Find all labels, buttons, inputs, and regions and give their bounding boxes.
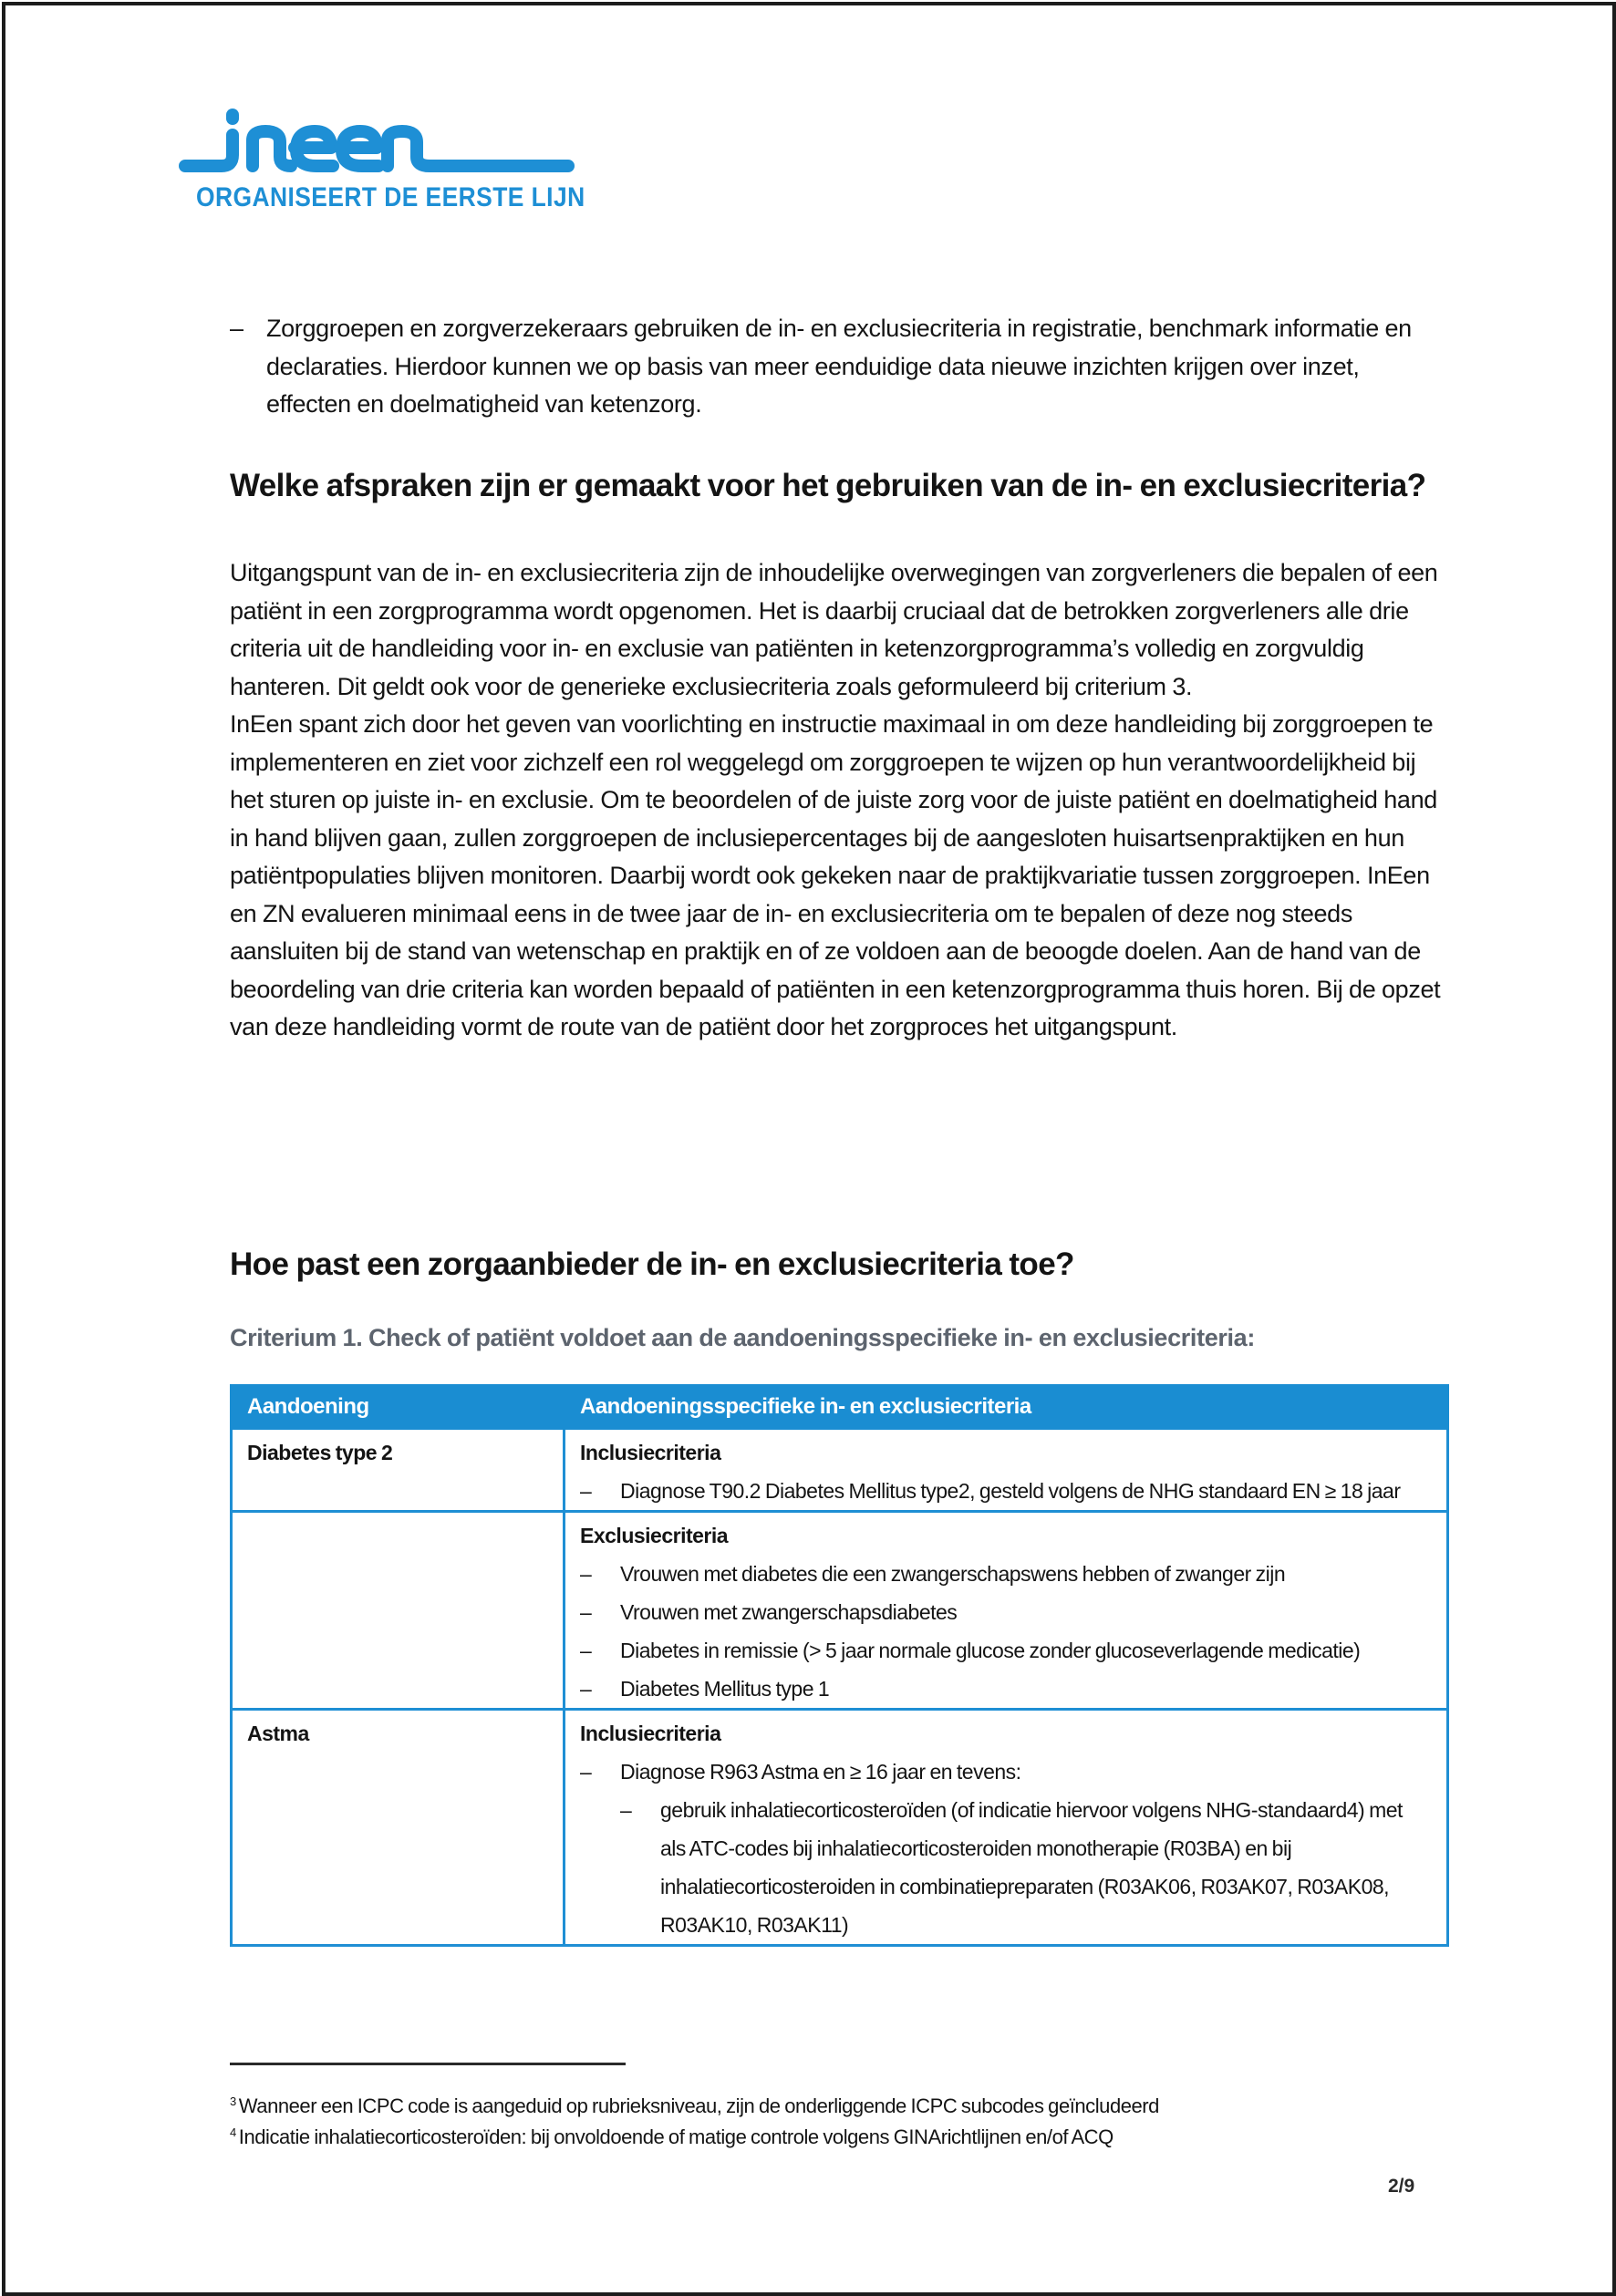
table-header-row <box>232 1386 1448 1429</box>
section-heading-toepassing: Hoe past een zorgaanbieder de in- en exclusiecriteria toe? <box>230 1246 1074 1282</box>
criteria-item <box>580 1472 1432 1510</box>
criteria-item-text: Diabetes in remissie (> 5 jaar normale glucose zonder glucoseverlagende medicatie) <box>620 1639 1361 1662</box>
footnotes <box>230 2088 1159 2150</box>
criteria-section-title: Exclusiecriteria <box>580 1524 729 1547</box>
criteria-section-title: Inclusiecriteria <box>580 1722 721 1745</box>
criteria-item-text: Diagnose T90.2 Diabetes Mellitus type2, gesteld volgens de NHG standaard EN ≥ 18 jaar <box>620 1479 1401 1503</box>
criteria-cell <box>565 1512 1448 1710</box>
criteria-item <box>580 1631 1432 1670</box>
criteria-item-text: Vrouwen met zwangerschapsdiabetes <box>620 1600 958 1624</box>
column-header-aandoening: Aandoening <box>232 1386 565 1429</box>
criterium-1-subheading: Criterium 1. Check of patiënt voldoet aan de aandoeningsspecifieke in- en exclusiecriteria: <box>230 1324 1255 1351</box>
section-body-afspraken <box>230 554 1452 1047</box>
page-number: 2/9 <box>1388 2176 1415 2197</box>
table-row <box>232 1512 1448 1710</box>
dash: – <box>580 1562 592 1586</box>
footnote-number: 4 <box>230 2125 236 2139</box>
footnote-3 <box>230 2088 1159 2119</box>
condition-cell <box>232 1512 565 1710</box>
table-row <box>232 1710 1448 1946</box>
criteria-item <box>580 1593 1432 1631</box>
criteria-table <box>230 1384 1449 1947</box>
dash: – <box>580 1639 592 1662</box>
ineen-wordmark-icon <box>178 100 579 182</box>
footnote-number: 3 <box>230 2094 236 2108</box>
footnote-separator <box>230 2063 626 2065</box>
dash: – <box>580 1760 592 1784</box>
criteria-item <box>580 1555 1432 1593</box>
dash: – <box>580 1479 592 1503</box>
criteria-item-text: Diabetes Mellitus type 1 <box>620 1677 830 1701</box>
paragraph-2: InEen spant zich door het geven van voorlichting en instructie maximaal in om deze handleiding bij zorggroepen te implementeren en ziet voor zichzelf een rol weggelegd om zorggroepen te wijzen op hun verantwoordelijkheid bij het sturen op juiste in- en exclusie. Om te beoordelen of de juiste zorg voor de juiste patiënt en doelmatigheid hand in hand blijven gaan, zullen zorggroepen de inclusiepercentages bij de aangesloten huisartsenpraktijken en hun patiëntpopulaties blijven monitoren. Daarbij wordt ook gekeken naar de praktijkvariatie tussen zorggroepen. InEen en ZN evalueren minimaal eens in de twee jaar de in- en exclusiecriteria om te bepalen of deze nog steeds aansluiten bij de stand van wetenschap en praktijk en of ze voldoen aan de beoogde doelen. Aan de hand van de beoordeling van drie criteria kan worden bepaald of patiënten in een ketenzorgprogramma thuis horen. Bij de opzet van deze handleiding vormt de route van de patiënt door het zorgproces het uitgangspunt. <box>230 710 1441 1040</box>
criteria-sub-item-text: gebruik inhalatiecorticosteroïden (of indicatie hiervoor volgens NHG-standaard4) met als ATC-codes bij inhalatiecorticosteroiden monotherapie (R03BA) en bij inhalatiecorticosteroiden in combinatiepreparaten (R03AK06, R03AK07, R03AK08, R03AK10, R03AK11) <box>660 1798 1403 1937</box>
dash: – <box>620 1798 632 1822</box>
criteria-item <box>580 1670 1432 1708</box>
intro-bullet-text: Zorggroepen en zorgverzekeraars gebruiken de in- en exclusiecriteria in registratie, benchmark informatie en declaraties. Hierdoor kunnen we op basis van meer eenduidige data nieuwe inzichten krijgen over inzet, effecten en doelmatigheid van ketenzorg. <box>266 315 1412 418</box>
condition-cell: Diabetes type 2 <box>232 1429 565 1512</box>
intro-bullet <box>230 310 1443 424</box>
criteria-item <box>580 1753 1432 1791</box>
logo-tagline: ORGANISEERT DE EERSTE LIJN <box>196 182 585 212</box>
column-header-criteria: Aandoeningsspecifieke in- en exclusiecriteria <box>565 1386 1448 1429</box>
criteria-cell <box>565 1710 1448 1946</box>
condition-cell: Astma <box>232 1710 565 1946</box>
criteria-sub-item <box>580 1791 1432 1944</box>
criteria-section-title: Inclusiecriteria <box>580 1441 721 1464</box>
criteria-cell <box>565 1429 1448 1512</box>
dash: – <box>580 1600 592 1624</box>
section-heading-afspraken: Welke afspraken zijn er gemaakt voor het gebruiken van de in- en exclusiecriteria? <box>230 468 1426 503</box>
table-row <box>232 1429 1448 1512</box>
dash: – <box>580 1677 592 1701</box>
footnote-text: Indicatie inhalatiecorticosteroïden: bij onvoldoende of matige controle volgens GINArichtlijnen en/of ACQ <box>238 2125 1114 2148</box>
criteria-item-text: Vrouwen met diabetes die een zwangerschapswens hebben of zwanger zijn <box>620 1562 1286 1586</box>
criteria-item-text: Diagnose R963 Astma en ≥ 16 jaar en tevens: <box>620 1760 1021 1784</box>
paragraph-1: Uitgangspunt van de in- en exclusiecriteria zijn de inhoudelijke overwegingen van zorgverleners die bepalen of een patiënt in een zorgprogramma wordt opgenomen. Het is daarbij cruciaal dat de betrokken zorgverleners alle drie criteria uit de handleiding voor in- en exclusie van patiënten in ketenzorgprogramma’s volledig en zorgvuldig hanteren. Dit geldt ook voor de generieke exclusiecriteria zoals geformuleerd bij criterium 3. <box>230 559 1438 700</box>
footnote-4 <box>230 2119 1159 2150</box>
bullet-dash: – <box>230 315 243 342</box>
footnote-text: Wanneer een ICPC code is aangeduid op rubrieksniveau, zijn de onderliggende ICPC subcodes geïncludeerd <box>238 2094 1159 2117</box>
